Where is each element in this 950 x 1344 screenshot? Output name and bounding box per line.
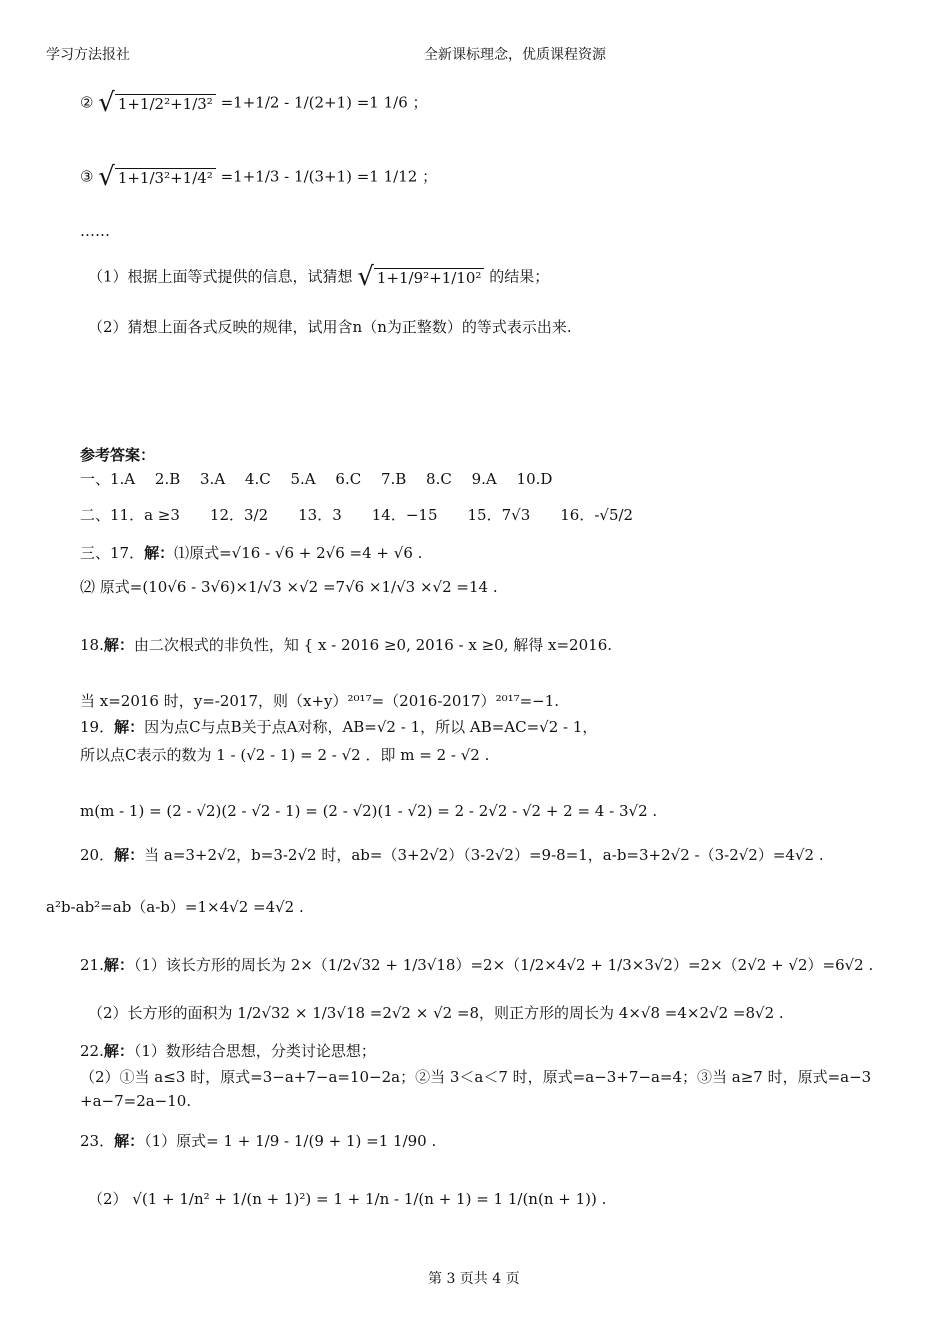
question-1-text: （1）根据上面等式提供的信息，试猜想 xyxy=(88,267,353,286)
answer-23-part-2: （2） √(1 + 1/n² + 1/(n + 1)²) = 1 + 1/n - 1/(n + 1) = 1 1/(n(n + 1)) . xyxy=(88,1190,607,1208)
ellipsis: …… xyxy=(80,222,110,240)
question-1-radicand: 1+1/9²+1/10² xyxy=(374,268,485,287)
answer-18-text: 由二次根式的非负性，知 { x - 2016 ≥0, 2016 - x ≥0, 解得 x=2016. xyxy=(133,636,613,654)
answer-21 xyxy=(80,956,873,974)
equation-2-radical: √ 1+1/2²+1/3² xyxy=(98,88,216,119)
answer-21-text: （1）该长方形的周长为 2×（1/2√32 + 1/3√18）=2×（1/2×4√2 + 1/3×3√2）=2×（2√2 + √2）=6√2 . xyxy=(133,956,874,974)
equation-3 xyxy=(80,162,437,193)
answer-21-part-2: （2）长方形的面积为 1/2√32 × 1/3√18 =2√2 × √2 =8，则正方形的周长为 4×√8 =4×2√2 =8√2 . xyxy=(88,1004,784,1022)
question-1-tail: 的结果； xyxy=(489,267,550,286)
answer-23-label: 23． xyxy=(80,1132,115,1150)
answer-22-jie: 解： xyxy=(103,1042,134,1060)
answer-18-jie: 解： xyxy=(103,636,134,654)
answer-18-conclusion: 当 x=2016 时，y=-2017，则（x+y）²⁰¹⁷=（2016-2017）²⁰¹⁷=−1. xyxy=(80,692,560,710)
answer-18 xyxy=(80,636,612,654)
question-1-radical: √ 1+1/9²+1/10² xyxy=(357,262,484,293)
header-publisher: 学习方法报社 xyxy=(46,47,130,63)
equation-3-mark: ③ xyxy=(80,167,94,186)
answer-21-label: 21. xyxy=(80,956,104,974)
answer-23-jie: 解： xyxy=(114,1132,145,1150)
equation-2 xyxy=(80,88,428,119)
answer-19-expansion: m(m - 1) = (2 - √2)(2 - √2 - 1) = (2 - √2)(1 - √2) = 2 - 2√2 - √2 + 2 = 4 - 3√2 . xyxy=(80,802,658,820)
answer-17-text: ⑴原式=√16 - √6 + 2√6 =4 + √6 . xyxy=(174,544,423,562)
answer-22-label: 22. xyxy=(80,1042,104,1060)
answer-17 xyxy=(80,544,422,562)
answer-22-text: （1）数形结合思想，分类讨论思想； xyxy=(133,1042,376,1060)
answer-20-result: a²b-ab²=ab（a-b）=1×4√2 =4√2 . xyxy=(46,898,304,916)
equation-3-radical: √ 1+1/3²+1/4² xyxy=(98,162,216,193)
equation-3-radicand: 1+1/3²+1/4² xyxy=(115,168,216,187)
answer-17-label: 三、17． xyxy=(80,544,145,562)
answer-19-text: 因为点C与点B关于点A对称，AB=√2 - 1，所以 AB=AC=√2 - 1， xyxy=(144,718,598,736)
equation-2-mark: ② xyxy=(80,93,94,112)
answer-17-part-2: ⑵ 原式=(10√6 - 3√6)×1/√3 ×√2 =7√6 ×1/√3 ×√2 =14 . xyxy=(80,578,498,596)
question-1 xyxy=(88,262,549,293)
answer-20-jie: 解： xyxy=(114,846,145,864)
answer-19-point-c: 所以点C表示的数为 1 - (√2 - 1) = 2 - √2 ．即 m = 2 - √2 . xyxy=(80,746,490,764)
answer-23-text: （1）原式= 1 + 1/9 - 1/(9 + 1) =1 1/90 . xyxy=(144,1132,437,1150)
answer-22-part-2: （2）①当 a≤3 时，原式=3−a+7−a=10−2a；②当 3＜a＜7 时，原式=a−3+7−a=4；③当 a≥7 时，原式=a−3 xyxy=(80,1068,872,1086)
answer-18-label: 18. xyxy=(80,636,104,654)
answer-section-2: 二、11．a ≥3 12．3/2 13．3 14．−15 15．7√3 16．-√5/2 xyxy=(80,506,634,524)
header-slogan: 全新课标理念，优质课程资源 xyxy=(424,47,606,63)
answer-22 xyxy=(80,1042,376,1060)
answer-20-text: 当 a=3+2√2，b=3-2√2 时，ab=（3+2√2）（3-2√2）=9-8=1，a-b=3+2√2 -（3-2√2）=4√2 . xyxy=(144,846,824,864)
answers-title: 参考答案： xyxy=(80,446,156,464)
answer-21-jie: 解： xyxy=(103,956,134,974)
answer-20 xyxy=(80,846,824,864)
answer-20-label: 20． xyxy=(80,846,115,864)
equation-2-radicand: 1+1/2²+1/3² xyxy=(115,94,216,113)
answer-17-jie: 解： xyxy=(144,544,175,562)
answer-23 xyxy=(80,1132,436,1150)
page-footer: 第 3 页共 4 页 xyxy=(428,1271,520,1287)
equation-2-rhs: =1+1/2 - 1/(2+1) =1 1/6 ； xyxy=(220,93,428,112)
equation-3-rhs: =1+1/3 - 1/(3+1) =1 1/12 ； xyxy=(220,167,438,186)
answer-19-label: 19． xyxy=(80,718,115,736)
answer-22-part-2-cont: +a−7=2a−10. xyxy=(80,1092,192,1110)
answer-19 xyxy=(80,718,597,736)
answer-section-1: 一、1.A 2.B 3.A 4.C 5.A 6.C 7.B 8.C 9.A 10.D xyxy=(80,470,553,488)
question-2: （2）猜想上面各式反映的规律，试用含n（n为正整数）的等式表示出来. xyxy=(88,318,572,336)
answer-19-jie: 解： xyxy=(114,718,145,736)
